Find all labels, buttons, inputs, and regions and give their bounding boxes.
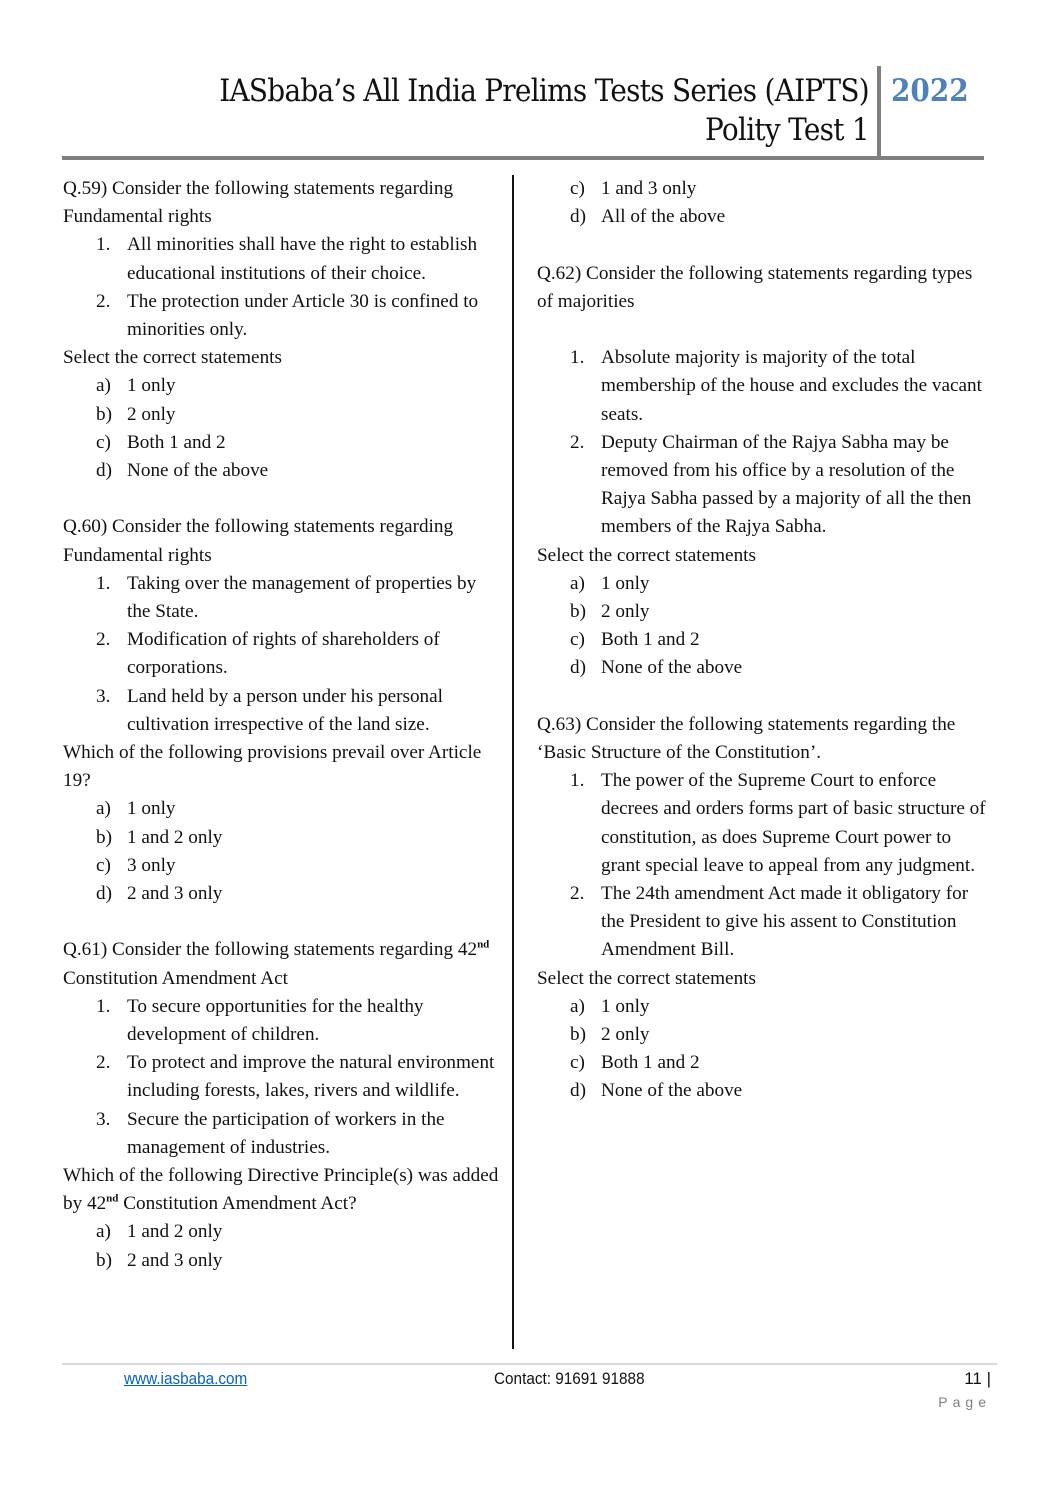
question-61 xyxy=(63,936,503,1274)
question-stem: Q.62) Consider the following statements regarding types of majorities xyxy=(537,262,973,312)
option: a) 1 only xyxy=(570,572,650,594)
header-divider xyxy=(877,66,881,158)
option: d) 2 and 3 only xyxy=(96,883,223,905)
option: c) 1 and 3 only xyxy=(570,178,697,199)
question-60 xyxy=(63,513,503,908)
option: d) None of the above xyxy=(570,657,743,679)
question-61-continued xyxy=(537,175,992,231)
statement: 2. Modification of rights of shareholders of corporations. xyxy=(96,629,440,679)
page-label: Page xyxy=(938,1394,991,1410)
option: b) 2 and 3 only xyxy=(96,1249,223,1271)
option: b) 2 only xyxy=(96,403,176,425)
option: a) 1 only xyxy=(96,798,176,820)
header-year: 2022 xyxy=(891,73,969,109)
question-prompt: Which of the following provisions prevail over Article 19? xyxy=(63,742,482,792)
option: b) 2 only xyxy=(570,601,650,623)
left-column xyxy=(63,175,503,1303)
statement: 2. The 24th amendment Act made it obligatory for the President to give his assent to Constitution Amendment Bill. xyxy=(570,883,969,961)
website-link[interactable]: www.iasbaba.com xyxy=(124,1369,248,1388)
question-prompt: Which of the following Directive Principle(s) was added by 42nd Constitution Amendment Act? xyxy=(63,1165,499,1215)
question-62 xyxy=(537,260,992,683)
question-stem: Q.61) Consider the following statements regarding 42nd Constitution Amendment Act xyxy=(63,939,490,989)
question-stem: Q.63) Consider the following statements regarding the ‘Basic Structure of the Constitution’. xyxy=(537,713,956,764)
option: b) 2 only xyxy=(570,1024,650,1046)
page-number: 11 | xyxy=(964,1369,991,1388)
header-title-block xyxy=(219,72,869,150)
statement: 3. Secure the participation of workers in the management of industries. xyxy=(96,1108,445,1158)
option: a) 1 only xyxy=(570,995,650,1017)
spacer xyxy=(537,316,992,344)
contact-text: Contact: 91691 91888 xyxy=(494,1369,645,1388)
question-59 xyxy=(63,175,503,485)
question-stem: Q.59) Consider the following statements regarding Fundamental rights xyxy=(63,178,454,228)
statement: 2. Deputy Chairman of the Rajya Sabha may be removed from his office by a resolution of the Rajya Sabha passed by a majority of all the then members of the Rajya Sabha. xyxy=(570,431,972,538)
option: c) Both 1 and 2 xyxy=(570,629,700,651)
question-prompt: Select the correct statements xyxy=(537,544,756,566)
option: d) None of the above xyxy=(570,1080,743,1102)
statement: 1. The power of the Supreme Court to enforce decrees and orders forms part of basic structure of constitution, as does Supreme Court power to grant special leave to appeal from any judgment. xyxy=(570,770,986,876)
question-stem: Q.60) Consider the following statements regarding Fundamental rights xyxy=(63,516,454,566)
question-prompt: Select the correct statements xyxy=(63,347,282,369)
option: c) Both 1 and 2 xyxy=(570,1052,700,1074)
option: a) 1 only xyxy=(96,375,176,397)
option: a) 1 and 2 only xyxy=(96,1221,223,1243)
option: b) 1 and 2 only xyxy=(96,826,223,848)
option: c) Both 1 and 2 xyxy=(96,431,226,453)
right-column xyxy=(537,175,992,1134)
document-title: IASbaba’s All India Prelims Tests Series (AIPTS) xyxy=(219,73,869,109)
footer-rule xyxy=(62,1363,997,1365)
statement: 2. To protect and improve the natural environment including forests, lakes, rivers and wildlife. xyxy=(96,1052,495,1102)
column-divider xyxy=(512,175,514,1349)
statement: 1. Absolute majority is majority of the total membership of the house and excludes the vacant seats. xyxy=(570,347,982,425)
option: d) None of the above xyxy=(96,460,269,482)
statement: 1. To secure opportunities for the healthy development of children. xyxy=(96,995,424,1046)
statement: 2. The protection under Article 30 is confined to minorities only. xyxy=(96,290,479,341)
statement: 3. Land held by a person under his personal cultivation irrespective of the land size. xyxy=(96,685,443,735)
document-subtitle: Polity Test 1 xyxy=(705,112,869,148)
question-63 xyxy=(537,711,992,1106)
statement: 1. Taking over the management of properties by the State. xyxy=(96,572,477,623)
option: c) 3 only xyxy=(96,854,176,876)
header-rule xyxy=(62,156,984,160)
option: d) All of the above xyxy=(570,206,726,228)
question-prompt: Select the correct statements xyxy=(537,967,756,989)
statement: 1. All minorities shall have the right to establish educational institutions of their choice. xyxy=(96,234,478,284)
